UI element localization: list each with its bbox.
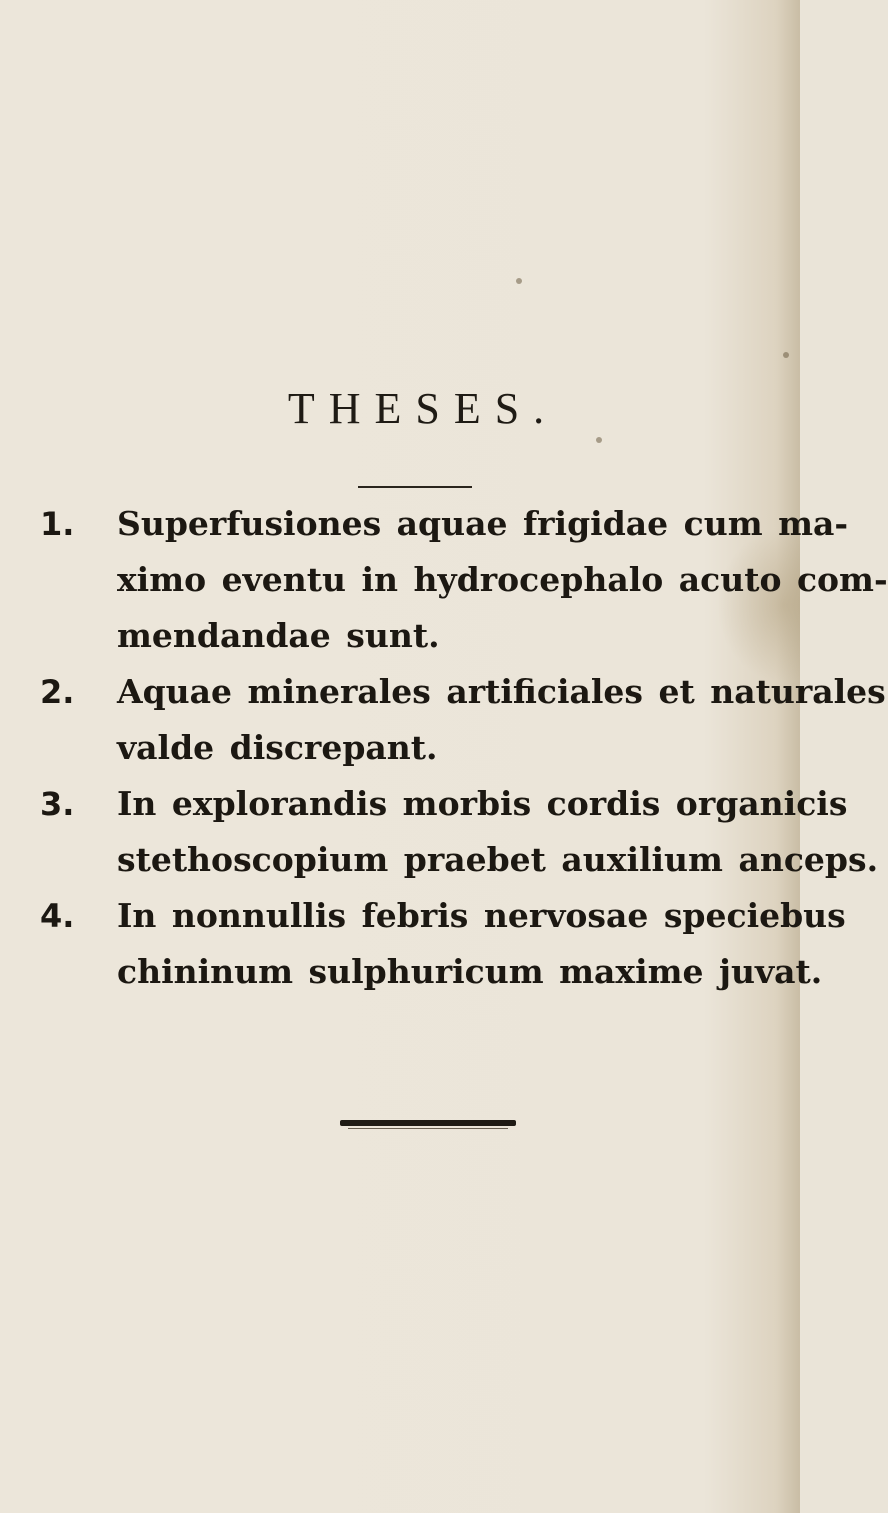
paper-blemish xyxy=(596,437,602,443)
thesis-line: Superfusiones aquae frigidae cum ma- xyxy=(117,504,849,543)
thesis-item xyxy=(40,776,879,888)
thesis-number: 3. xyxy=(40,785,75,823)
paper-blemish xyxy=(783,352,789,358)
thesis-text xyxy=(117,888,846,1000)
thesis-text xyxy=(117,776,879,888)
thesis-text xyxy=(117,664,886,776)
thesis-line: valde discrepant. xyxy=(117,728,438,767)
thesis-number: 4. xyxy=(40,897,75,935)
thesis-line: Aquae minerales artificiales et naturales xyxy=(117,672,886,711)
thesis-item xyxy=(40,664,886,776)
closing-rule xyxy=(340,1120,516,1126)
title-divider xyxy=(358,486,472,488)
thesis-line: ximo eventu in hydrocephalo acuto com- xyxy=(117,560,888,599)
theses-list xyxy=(40,496,888,1000)
thesis-line: chininum sulphuricum maxime juvat. xyxy=(117,952,823,991)
thesis-text xyxy=(117,496,888,664)
thesis-number: 1. xyxy=(40,505,75,543)
thesis-line: mendandae sunt. xyxy=(117,616,440,655)
paper-blemish xyxy=(516,278,522,284)
thesis-item xyxy=(40,888,846,1000)
thesis-line: In explorandis morbis cordis organicis xyxy=(117,784,848,823)
thesis-item xyxy=(40,496,888,664)
page-title: THESES. xyxy=(287,384,559,433)
thesis-line: In nonnullis febris nervosae speciebus xyxy=(117,896,846,935)
thesis-line: stethoscopium praebet auxilium anceps. xyxy=(117,840,879,879)
thesis-number: 2. xyxy=(40,673,75,711)
